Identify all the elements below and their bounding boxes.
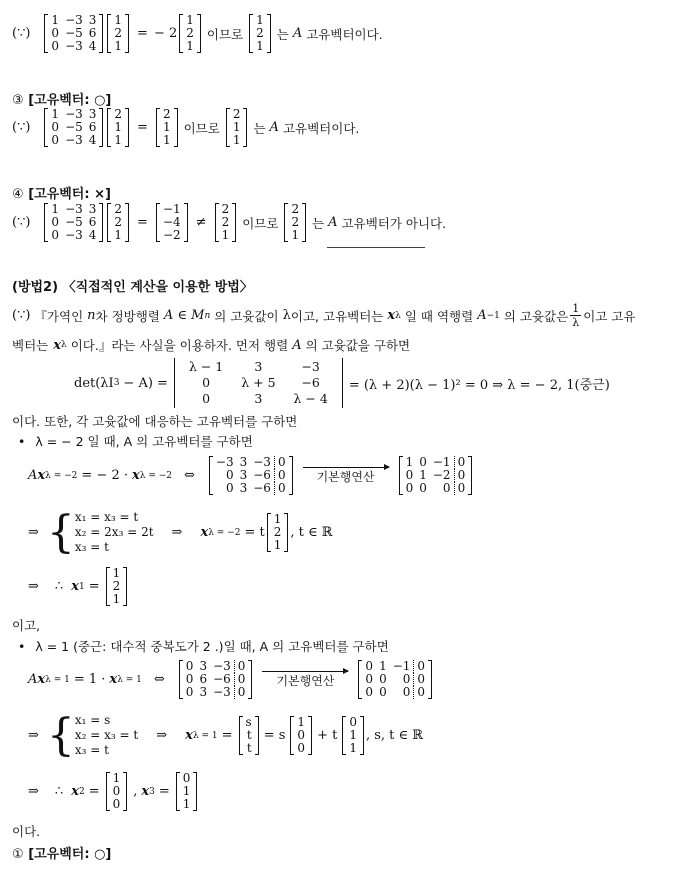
matrix-cell: 1 (297, 715, 306, 729)
text-neun: 는 (253, 120, 266, 136)
det-matrix (174, 358, 343, 408)
matrix-cell: 3 (199, 685, 208, 699)
system-eq: x₃ = t (74, 540, 109, 554)
matrix-cell: −3 (65, 107, 83, 121)
coefficient: − 2 (153, 26, 178, 41)
case2-eq (28, 660, 434, 699)
solution-vector (267, 513, 289, 552)
matrix-cell: −5 (65, 215, 83, 229)
left-brace: { (46, 709, 75, 761)
therefore-symbol: ∴ (54, 579, 64, 594)
matrix-cell: 2 (256, 26, 264, 40)
text-conclusion: 고유벡터가 아니다. (341, 215, 447, 231)
after-det-text: 이다. 또한, 각 고윳값에 대응하는 고유벡터를 구하면 (12, 414, 298, 429)
case1-result: ⇒ ∴ x 1 = 1 2 1 (28, 567, 129, 606)
x-vector: x (387, 308, 396, 323)
a-symbol: A (292, 337, 302, 353)
x-vector: x (131, 468, 140, 483)
coef-t: + t (317, 728, 338, 743)
matrix-cell: 0 (379, 685, 387, 699)
matrix-cell: 0 (51, 26, 60, 40)
item4-heading (12, 183, 111, 202)
check4-line (12, 203, 446, 242)
matrix-cell: 3 (88, 107, 97, 121)
lemma-text: 『가역인 (34, 308, 84, 324)
matrix-cell: 2 (114, 215, 123, 229)
matrix-cell: 3 (254, 391, 263, 406)
matrix-cell: 1 (379, 659, 387, 673)
matrix-cell: 4 (88, 228, 97, 242)
text-neun: 는 (276, 26, 289, 42)
text-imeuro: 이므로 (206, 26, 244, 42)
x-vector: x (141, 784, 150, 799)
lemma-line2 (12, 336, 410, 354)
subscript-lambda: λ (395, 310, 401, 321)
bullet: • (18, 639, 26, 654)
matrix-cell: 1 (232, 120, 241, 134)
text-conclusion: 고유벡터이다. (282, 120, 360, 136)
case2-title (18, 637, 389, 655)
matrix-cell: 0 (112, 797, 121, 811)
matrix-cell: 4 (88, 39, 97, 53)
subscript-lambda: λ = 1 (192, 730, 218, 741)
matrix-cell: λ − 4 (293, 391, 328, 406)
row-op-arrow (262, 671, 348, 689)
matrix-cell: 1 (51, 13, 60, 27)
matrix-cell: λ + 5 (241, 375, 276, 390)
matrix-cell: 0 (297, 728, 306, 742)
equals: = (137, 26, 148, 41)
matrix-cell: 0 (414, 673, 428, 686)
lemma-line1 (12, 302, 636, 329)
lemma-text: 이고 고유 (583, 308, 636, 324)
matrix-cell: 1 (112, 566, 121, 580)
vector (107, 14, 129, 53)
matrix-cell: 3 (88, 202, 97, 216)
lemma-text: 이고, 고유벡터는 (290, 308, 384, 324)
matrix-cell: 0 (202, 391, 211, 406)
vector (107, 203, 129, 242)
matrix-cell: 1 (114, 120, 123, 134)
matrix-cell: 0 (419, 455, 427, 469)
subscript-2: 2 (78, 786, 85, 797)
determinant-line (74, 358, 610, 408)
arrow-label: 기본행연산 (316, 469, 375, 484)
check1-line (12, 14, 383, 53)
implies-symbol: ⇒ (28, 784, 39, 799)
subscript-lambda: λ = −2 (139, 470, 172, 481)
matrix-cell: −2 (162, 228, 181, 242)
matrix-cell: 6 (88, 26, 97, 40)
matrix-cell: −1 (162, 202, 181, 216)
matrix-cell: −6 (253, 481, 271, 495)
fraction-denominator: λ (572, 316, 580, 329)
vector (107, 108, 129, 147)
subscript-lambda: λ = 1 (117, 674, 142, 685)
equals: = (137, 120, 148, 135)
bullet: • (18, 434, 26, 449)
result-vector (156, 108, 178, 147)
lemma-text: 벡터는 (12, 338, 49, 353)
item-label: [고유벡터: ○] (28, 847, 112, 862)
equals: = (137, 215, 148, 230)
matrix-cell: −3 (213, 685, 231, 699)
x-vector: x (71, 579, 79, 594)
matrix-cell: 2 (291, 202, 300, 216)
matrix-cell: 1 (51, 202, 60, 216)
matrix-cell: 3 (254, 359, 263, 374)
case1-eq (28, 456, 474, 495)
matrix-cell: 1 (256, 13, 264, 27)
subscript-lambda: λ = −2 (208, 527, 241, 538)
matrix-cell: 0 (365, 685, 374, 699)
matrix-cell: 1 (162, 133, 171, 147)
matrix-cell: 0 (414, 686, 428, 699)
matrix-cell: −6 (253, 468, 271, 482)
matrix-cell: 0 (202, 375, 211, 390)
case1-system (28, 506, 333, 558)
ida-text: 이다. (12, 824, 41, 839)
matrix-cell: −5 (65, 26, 83, 40)
matrix-cell: 0 (379, 672, 387, 686)
matrix-cell: 2 (114, 107, 123, 121)
matrix-cell: 2 (221, 215, 230, 229)
matrix-cell: 4 (88, 133, 97, 147)
iff-symbol: ⇔ (153, 672, 165, 687)
solution-vector (239, 716, 259, 755)
implies-symbol: ⇒ (171, 525, 183, 540)
matrix-cell: 1 (273, 538, 282, 552)
param-text: , t ∈ ℝ (290, 525, 333, 540)
rref-matrix (358, 660, 432, 699)
lemma-text: 의 고윳값이 (214, 308, 279, 324)
matrix-cell: −6 (301, 375, 320, 390)
matrix-cell: 1 (162, 120, 171, 134)
matrix-cell: 0 (185, 672, 194, 686)
matrix-cell: 0 (185, 659, 194, 673)
matrix-cell: 0 (234, 686, 248, 699)
text-neun: 는 (312, 215, 325, 231)
matrix-cell: 0 (402, 685, 411, 699)
matrix-cell: 0 (51, 39, 60, 53)
eigenvector-x1 (106, 567, 128, 606)
matrix-cell: −3 (215, 455, 234, 469)
rref-matrix (399, 456, 473, 495)
igo-text: 이고, (12, 618, 41, 633)
x-vector: x (200, 525, 209, 540)
matrix-cell: 3 (239, 455, 248, 469)
row-op-arrow (303, 467, 389, 485)
matrix-cell: 6 (88, 120, 97, 134)
matrix-cell: 0 (297, 741, 306, 755)
blue-underline (327, 247, 425, 248)
subscript-lambda: λ (61, 340, 67, 350)
subscript-1: 1 (78, 581, 85, 592)
candidate-vector (284, 203, 306, 242)
matrix-cell: 2 (273, 525, 282, 539)
matrix-cell: 1 (349, 741, 357, 755)
check3-line (12, 108, 359, 147)
matrix-cell: 1 (273, 512, 282, 526)
subscript-3: 3 (113, 378, 120, 388)
x-vector: x (37, 468, 46, 483)
system-equations (75, 713, 138, 758)
matrix-cell: 0 (365, 672, 374, 686)
matrix-cell: 3 (239, 481, 248, 495)
text-imeuro: 이므로 (242, 215, 279, 231)
system-eq: x₂ = x₃ = t (74, 728, 139, 742)
matrix-cell: 3 (199, 659, 208, 673)
item1-heading (12, 843, 111, 862)
matrix-cell: 1 (186, 39, 194, 53)
eigen-vector (249, 14, 271, 53)
matrix-cell: 0 (225, 468, 234, 482)
matrix-cell: 1 (419, 468, 427, 482)
matrix-cell: 1 (349, 728, 357, 742)
matrix-cell: 1 (114, 133, 123, 147)
matrix-cell: 0 (274, 482, 288, 495)
eigen-vector (226, 108, 248, 147)
lemma-text: 이다.』라는 사실을 이용하자. 먼저 행렬 (70, 338, 289, 353)
compare-vector (215, 203, 237, 242)
x-vector: x (109, 672, 118, 687)
fraction (570, 302, 581, 329)
matrix-cell: 0 (51, 215, 60, 229)
a-symbol: A (28, 468, 38, 483)
lemma-text: 의 고윳값을 구하면 (305, 338, 411, 353)
circle-number: ① (12, 847, 24, 862)
text-conclusion: 고유벡터이다. (306, 26, 383, 42)
iff-symbol: ⇔ (183, 468, 195, 483)
eigenvector-x3 (176, 772, 198, 811)
coef-s: = s (263, 728, 286, 743)
matrix-a (44, 108, 103, 147)
because-symbol: (∵) (12, 120, 31, 135)
x-vector: x (185, 728, 193, 743)
equation-middle: = − 2 · (81, 468, 128, 483)
item-label: [고유벡터: ×] (28, 187, 111, 202)
implies-symbol: ⇒ (28, 728, 39, 743)
matrix-cell: 2 (162, 107, 171, 121)
item-label: [고유벡터: ○] (28, 93, 112, 108)
left-brace: { (46, 506, 75, 558)
lemma-text: 차 정방행렬 (95, 308, 160, 324)
implies-symbol: ⇒ (28, 579, 39, 594)
matrix-cell: 0 (112, 784, 121, 798)
matrix-cell: 0 (349, 715, 357, 729)
matrix-cell: 2 (114, 26, 123, 40)
matrix-cell: 0 (402, 672, 411, 686)
matrix-cell: 0 (442, 481, 451, 495)
item3-heading (12, 89, 111, 108)
matrix-cell: −6 (213, 672, 231, 686)
matrix-cell: 0 (225, 481, 234, 495)
because-symbol: (∵) (12, 26, 31, 41)
matrix-cell: 1 (256, 39, 264, 53)
matrix-cell: 0 (405, 468, 414, 482)
circle-number: ③ (12, 93, 24, 108)
not-equal: ≠ (195, 215, 207, 230)
matrix-cell: −3 (65, 202, 83, 216)
method2-heading: (방법2) 〈직접적인 계산을 이용한 방법〉 (12, 280, 253, 295)
matrix-cell: 1 (51, 107, 60, 121)
lemma-text: 의 고윳값은 (503, 308, 569, 324)
matrix-cell: 6 (199, 672, 208, 686)
det-lhs: det(λI (74, 375, 114, 391)
matrix-cell: 1 (112, 771, 121, 785)
a-in-m: A ∈ M (163, 308, 205, 323)
matrix-cell: 1 (291, 228, 300, 242)
inverse-exponent: −1 (486, 310, 500, 321)
matrix-cell: 1 (186, 13, 194, 27)
matrix-cell: 2 (232, 107, 241, 121)
param-text: , s, t ∈ ℝ (365, 728, 424, 743)
case-title: λ = 1 (중근: 대수적 중복도가 2 .)일 때, A 의 고유벡터를 구하면 (35, 639, 389, 654)
system-eq: x₁ = x₃ = t (74, 510, 139, 524)
matrix-cell: −1 (392, 659, 411, 673)
matrix-cell: −1 (432, 455, 451, 469)
matrix-cell: 0 (454, 482, 468, 495)
matrix-cell: 1 (405, 455, 414, 469)
s-vector (290, 716, 312, 755)
circle-number: ④ (12, 187, 24, 202)
matrix-cell: 0 (185, 685, 194, 699)
matrix-cell: 2 (221, 202, 230, 216)
matrix-cell: 0 (51, 133, 60, 147)
matrix-cell: 0 (51, 120, 60, 134)
subscript-n: n (204, 310, 211, 321)
matrix-cell: t (246, 741, 252, 755)
matrix-cell: 0 (365, 659, 374, 673)
matrix-cell: 1 (114, 39, 123, 53)
matrix-cell: −3 (65, 133, 83, 147)
matrix-cell: 3 (239, 468, 248, 482)
lemma-text: 일 때 역행렬 (404, 308, 474, 324)
matrix-cell: −3 (65, 228, 83, 242)
x-vector: x (53, 337, 61, 353)
matrix-cell: 1 (114, 228, 123, 242)
fraction-numerator: 1 (572, 302, 580, 315)
matrix-a (44, 203, 103, 242)
matrix-cell: −3 (65, 13, 83, 27)
matrix-cell: −4 (162, 215, 181, 229)
coef-t: = t (244, 525, 265, 540)
matrix-cell: 0 (51, 228, 60, 242)
matrix-cell: 0 (414, 660, 428, 673)
matrix-cell: −5 (65, 120, 83, 134)
matrix-cell: 2 (291, 215, 300, 229)
case1-title (18, 432, 253, 450)
lambda-symbol: λ (282, 308, 291, 323)
augmented-matrix (209, 456, 293, 495)
equation-middle: = 1 · (73, 672, 106, 687)
system-eq: x₂ = 2x₃ = 2t (74, 525, 154, 539)
matrix-cell: λ − 1 (188, 359, 224, 374)
because-symbol: (∵) (12, 308, 31, 323)
matrix-cell: 1 (221, 228, 230, 242)
matrix-cell: −3 (253, 455, 271, 469)
a-symbol: A (28, 672, 38, 687)
text-imeuro: 이므로 (183, 120, 220, 136)
because-symbol: (∵) (12, 215, 31, 230)
implies-symbol: ⇒ (156, 728, 168, 743)
matrix-cell: t (246, 728, 252, 742)
matrix-cell: 0 (234, 673, 248, 686)
matrix-cell: 0 (182, 771, 191, 785)
matrix-cell: −2 (432, 468, 451, 482)
case2-system: ⇒ { x₁ = s x₂ = x₃ = t x₃ = t ⇒ x λ = 1 = s t t = s 1 0 0 + t 0 1 1 , s, t ∈ ℝ (28, 709, 424, 761)
matrix-cell: 0 (234, 660, 248, 673)
matrix-cell: 0 (274, 469, 288, 482)
subscript-lambda: λ = −2 (45, 470, 78, 481)
x-vector: x (71, 784, 79, 799)
matrix-cell: −3 (213, 659, 231, 673)
matrix-cell: −3 (301, 359, 320, 374)
matrix-cell: 1 (114, 13, 123, 27)
matrix-cell: 0 (454, 456, 468, 469)
system-equations (75, 510, 154, 555)
det-rhs: = (λ + 2)(λ − 1)² = 0 ⇒ λ = − 2, 1(중근) (348, 377, 610, 393)
matrix-cell: 2 (112, 579, 121, 593)
det-lhs2: − A) = (123, 375, 168, 391)
matrix-cell: 1 (112, 592, 121, 606)
system-eq: x₃ = t (74, 743, 109, 757)
matrix-cell: 2 (114, 202, 123, 216)
matrix-cell: −3 (65, 39, 83, 53)
implies-symbol: ⇒ (28, 525, 39, 540)
matrix-a (44, 14, 103, 53)
n-symbol: n (87, 308, 96, 323)
matrix-cell: 2 (186, 26, 194, 40)
matrix-cell: s (245, 715, 252, 729)
matrix-cell: 3 (88, 13, 97, 27)
matrix-cell: 6 (88, 215, 97, 229)
arrow-label: 기본행연산 (276, 673, 335, 688)
matrix-cell: 1 (232, 133, 241, 147)
matrix-cell: 1 (182, 784, 191, 798)
x-vector: x (37, 672, 46, 687)
system-eq: x₁ = s (74, 713, 111, 727)
matrix-cell: 0 (419, 481, 427, 495)
therefore-symbol: ∴ (54, 784, 64, 799)
result-vector (179, 14, 201, 53)
case2-result: ⇒ ∴ x 2 = 1 0 0 , x 3 = 0 1 1 (28, 772, 199, 811)
subscript-lambda: λ = 1 (45, 674, 70, 685)
a-symbol: A (477, 308, 487, 323)
augmented-matrix (179, 660, 253, 699)
t-vector (342, 716, 364, 755)
matrix-cell: 1 (182, 797, 191, 811)
matrix-label: A (269, 120, 279, 135)
matrix-cell: 0 (454, 469, 468, 482)
matrix-cell: 0 (274, 456, 288, 469)
matrix-label: A (328, 215, 338, 230)
case-title: λ = − 2 일 때, A 의 고유벡터를 구하면 (35, 434, 253, 449)
result-vector (156, 203, 188, 242)
eigenvector-x2 (106, 772, 128, 811)
matrix-label: A (292, 26, 303, 41)
matrix-cell: 0 (405, 481, 414, 495)
subscript-3: 3 (149, 786, 155, 797)
